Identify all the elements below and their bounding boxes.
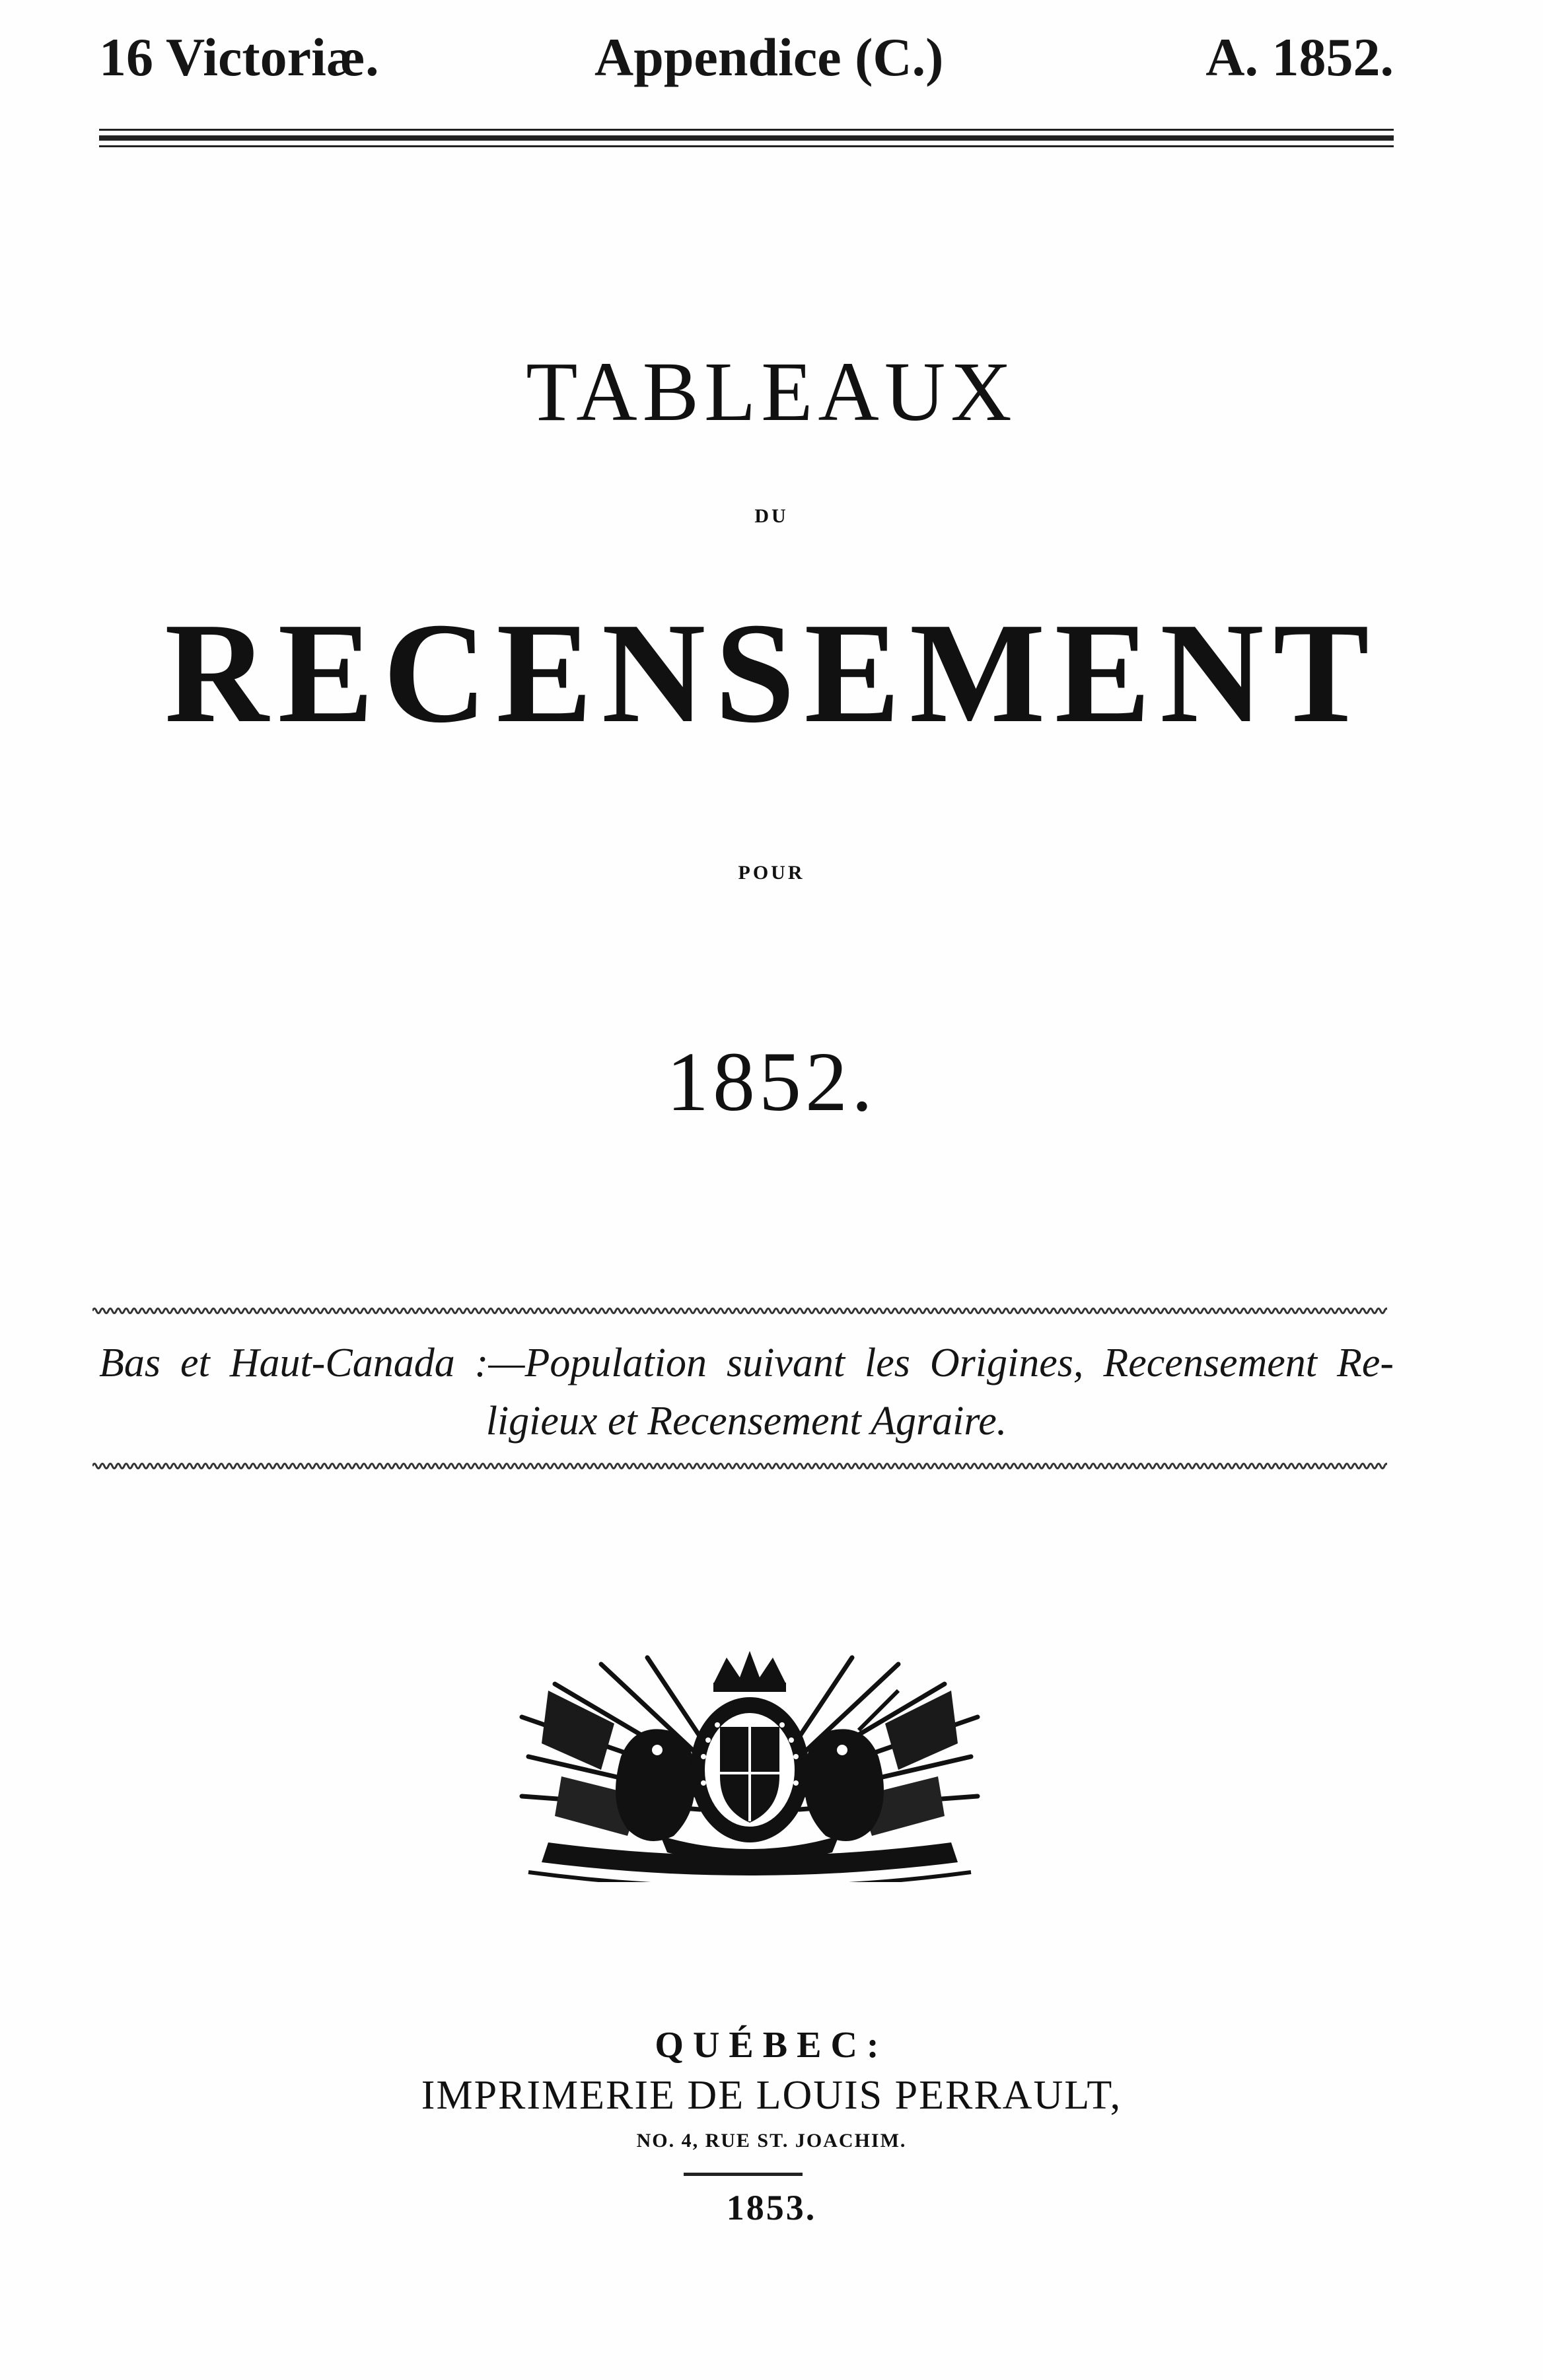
royal-coat-of-arms-icon [502, 1644, 997, 1882]
header-regnal-year: 16 Victoriæ. [99, 27, 379, 87]
imprint-address: NO. 4, RUE ST. JOACHIM. [636, 2130, 907, 2152]
title-connector-pour: POUR [738, 862, 805, 884]
running-header [99, 26, 1394, 99]
title-recensement: RECENSEMENT [164, 594, 1379, 753]
description-line-1: Bas et Haut-Canada :—Population suivant les Origines, Recensement Re- [99, 1341, 1394, 1385]
subtitle-description [99, 1334, 1394, 1450]
wavy-rule-top [92, 1304, 1387, 1317]
wavy-rule-bottom [92, 1459, 1387, 1473]
title-year: 1852. [666, 1035, 877, 1129]
imprint-printer: IMPRIMERIE DE LOUIS PERRAULT, [421, 2073, 1122, 2118]
header-session-year: A. 1852. [1205, 27, 1394, 87]
description-line-2: ligieux et Recensement Agraire. [485, 1399, 1007, 1444]
imprint-year: 1853. [726, 2188, 817, 2227]
header-appendix: Appendice (C.) [594, 27, 944, 87]
header-rule-thin-bottom [99, 145, 1394, 147]
imprint-city: QUÉBEC: [655, 2025, 888, 2066]
header-rule-thin-top [99, 129, 1394, 131]
imprint-rule [684, 2173, 803, 2176]
title-connector-du: DU [754, 505, 789, 527]
title-tableaux: TABLEAUX [526, 345, 1017, 438]
header-rule-thick [99, 135, 1394, 141]
